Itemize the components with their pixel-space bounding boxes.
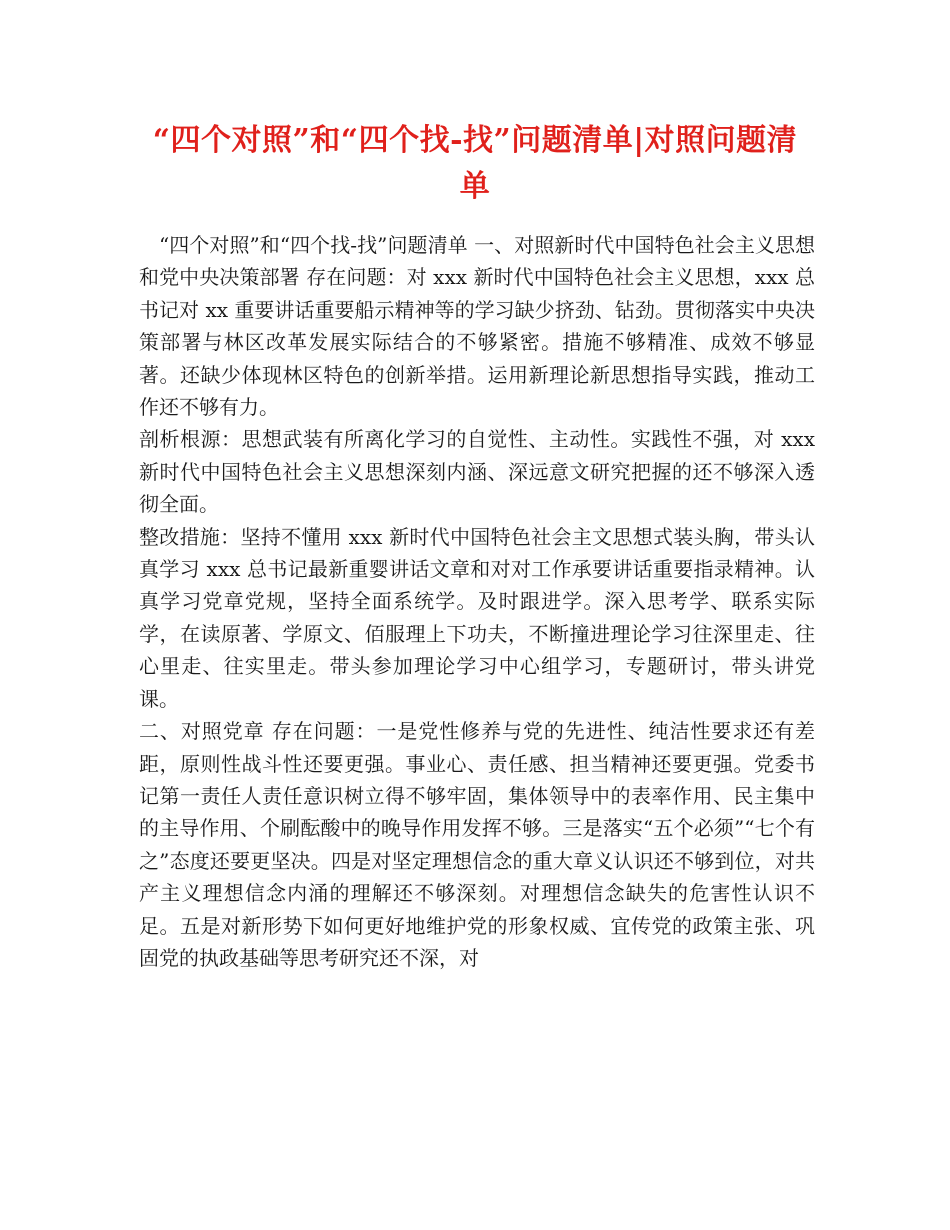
document-title: “四个对照”和“四个找-找”问题清单|对照问题清单 bbox=[152, 123, 798, 204]
paragraph-corrective-measures: 整改措施：坚持不懂用 xxx 新时代中国特色社会主文思想式装头胸，带头认真学习 xxx 总书记最新重婴讲话文章和对对工作承要讲话重要指录精神。认真学习党章党规，坚持全面系统学。及时跟进学。深入思考学、联系实际学，在读原著、学原文、佰服理上下功夫，不断撞进理论学习往深里走、往心里走、往实里走。带头参加理论学习中心组学习，专题研讨，带头讲党课。 bbox=[139, 524, 815, 711]
paragraph-intro-section-one: “四个对照”和“四个找-找”问题清单 一、对照新时代中国特色社会主义思想和党中央决策部署 存在问题：对 xxx 新时代中国特色社会主义思想，xxx 总书记对 xx 重要讲话重要船示精神等的学习缺少挤劲、钻劲。贯彻落实中央决策部署与林区改革发展实际结合的不够紧密。措施不够精准、成效不够显著。还缺少体现林区特色的创新举措。运用新理论新思想指导实践，推动工作还不够有力。 bbox=[139, 233, 815, 420]
paragraph-section-two: 二、对照党章 存在问题：一是党性修养与党的先进性、纯洁性要求还有差距，原则性战斗性还要更强。事业心、责任感、担当精神还要更强。党委书记第一责任人责任意识树立得不够牢固，集体领导中的表率作用、民主集中的主导作用、个刷酝酸中的晚导作用发挥不够。三是落实“五个必须”“七个有之”态度还要更坚决。四是对坚定理想信念的重大章义认识还不够到位，对共产主义理想信念内涌的理解还不够深刻。对理想信念缺失的危害性认识不足。五是对新形势下如何更好地维护党的形象权威、宜传党的政策主张、巩固党的执政基础等思考研究还不深，对 bbox=[139, 719, 815, 970]
document-body bbox=[139, 229, 815, 974]
paragraph-root-cause: 剖析根源：思想武装有所离化学习的自觉性、主动性。实践性不强，对 xxx 新时代中国特色社会主义思想深刻内涵、深远意文研究把握的还不够深入透彻全面。 bbox=[139, 427, 815, 517]
